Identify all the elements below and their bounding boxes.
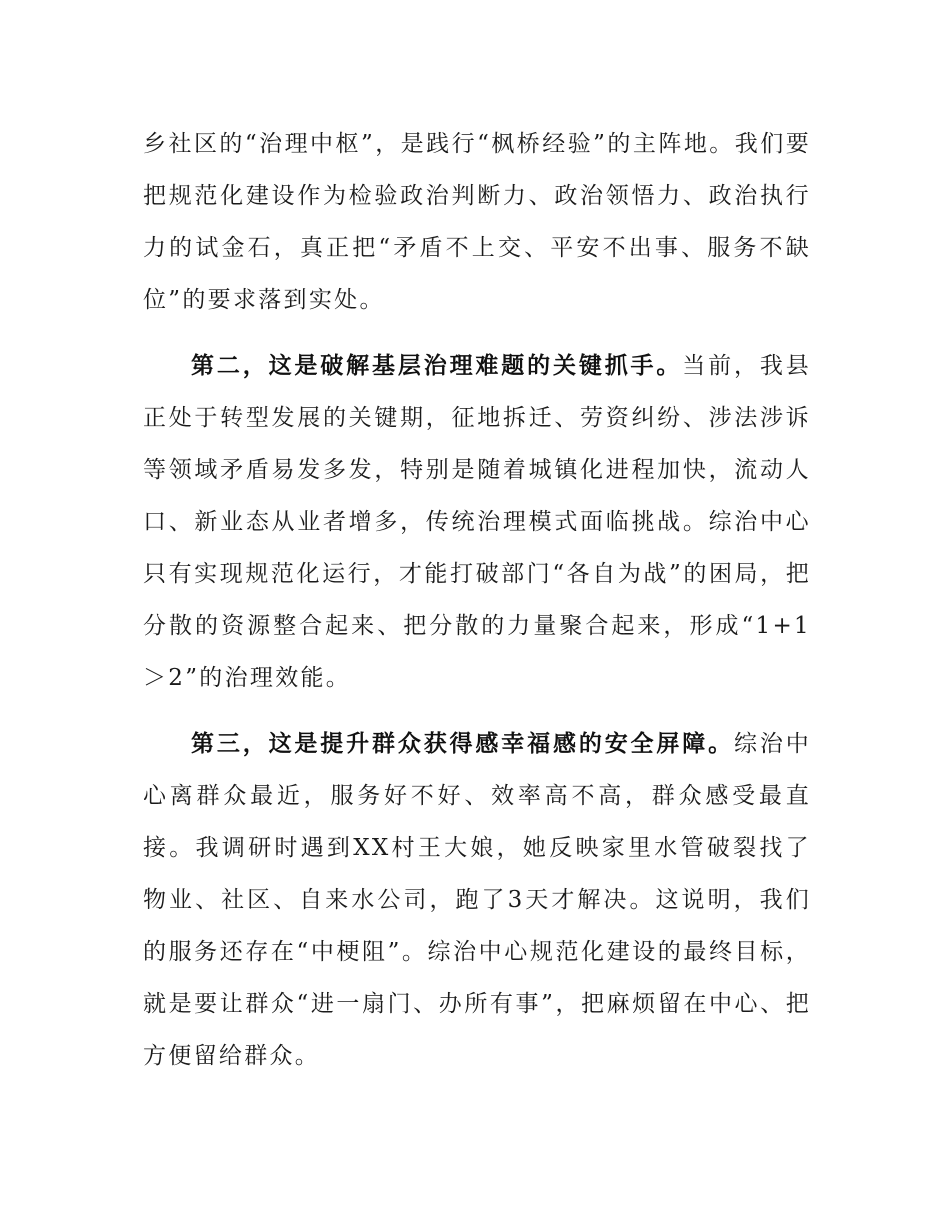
paragraph-third-point xyxy=(143,718,811,1082)
paragraph-lead-heading: 第三，这是提升群众获得感幸福感的安全屏障。 xyxy=(191,731,734,757)
paragraph-lead-heading: 第二，这是破解基层治理难题的关键抓手。 xyxy=(191,353,683,379)
paragraph-continuation xyxy=(143,118,811,326)
paragraph-body-text: 综治中心离群众最近，服务好不好、效率高不高，群众感受最直接。我调研时遇到XX村王大娘，她反映家里水管破裂找了物业、社区、自来水公司，跑了3天才解决。这说明，我们的服务还存在“中梗阻”。综治中心规范化建设的最终目标，就是要让群众“进一扇门、办所有事”，把麻烦留在中心、把方便留给群众。 xyxy=(143,731,811,1069)
paragraph-body-text: 当前，我县正处于转型发展的关键期，征地拆迁、劳资纠纷、涉法涉诉等领域矛盾易发多发，特别是随着城镇化进程加快，流动人口、新业态从业者增多，传统治理模式面临挑战。综治中心只有实现规范化运行，才能打破部门“各自为战”的困局，把分散的资源整合起来、把分散的力量聚合起来，形成“1+1＞2”的治理效能。 xyxy=(143,353,812,691)
paragraph-body-text: 乡社区的“治理中枢”，是践行“枫桥经验”的主阵地。我们要把规范化建设作为检验政治判断力、政治领悟力、政治执行力的试金石，真正把“矛盾不上交、平安不出事、服务不缺位”的要求落到实处。 xyxy=(143,131,811,313)
document-body xyxy=(143,118,811,1096)
paragraph-second-point xyxy=(143,340,811,704)
